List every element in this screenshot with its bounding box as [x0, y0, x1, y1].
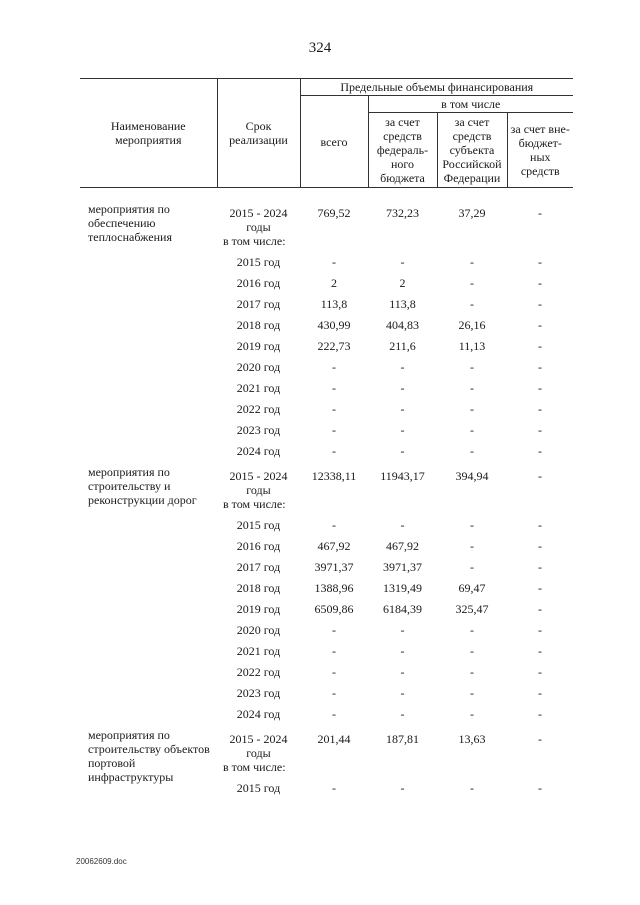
empty-cell	[437, 760, 507, 781]
header-including: в том числе	[368, 96, 573, 113]
value-regional: 394,94	[455, 469, 489, 483]
empty-cell	[368, 234, 437, 255]
value-extrabudget: -	[538, 644, 543, 658]
section-row	[80, 465, 573, 497]
year-label: 2016 год	[236, 276, 281, 290]
value-regional: -	[470, 297, 474, 311]
value-total: -	[332, 665, 336, 679]
measure-name: мероприятия по строительству объектов портовой инфраструктуры	[88, 728, 210, 784]
value-regional: -	[470, 644, 474, 658]
header-total: всего	[300, 96, 368, 188]
value-total: 1388,96	[314, 581, 354, 595]
value-federal: 404,83	[386, 318, 419, 332]
value-federal: 211,6	[389, 339, 416, 353]
year-label: 2019 год	[236, 339, 281, 353]
value-federal: -	[400, 707, 405, 721]
value-federal: 2	[399, 276, 406, 290]
measure-name: мероприятия по строительству и реконструкции дорог	[88, 465, 197, 507]
header-name: Наименование мероприятия	[80, 79, 217, 188]
value-extrabudget: -	[538, 539, 543, 553]
value-extrabudget: -	[538, 686, 543, 700]
value-regional: 37,29	[458, 206, 486, 220]
value-regional: -	[470, 560, 474, 574]
header-regional: за счет средств субъекта Российской Федерации	[437, 113, 507, 188]
value-regional: -	[470, 444, 474, 458]
value-total: 12338,11	[311, 469, 357, 483]
value-total: 769,52	[317, 206, 351, 220]
period: 2015 - 2024 годы	[229, 206, 288, 234]
year-label: 2018 год	[236, 318, 281, 332]
value-extrabudget: -	[538, 560, 543, 574]
value-total: -	[332, 402, 336, 416]
value-extrabudget: -	[538, 602, 543, 616]
header-funding-limits: Предельные объемы финансирования	[300, 79, 573, 96]
year-label: 2020 год	[236, 360, 281, 374]
empty-cell	[507, 497, 573, 518]
year-label: 2024 год	[236, 444, 281, 458]
year-label: 2019 год	[236, 602, 281, 616]
document-file-ref: 20062609.doc	[76, 857, 127, 866]
value-extrabudget: -	[538, 518, 543, 532]
value-total: 201,44	[317, 732, 351, 746]
value-regional: -	[470, 255, 474, 269]
year-label: 2021 год	[236, 381, 281, 395]
year-label: 2020 год	[236, 623, 281, 637]
value-regional: 325,47	[455, 602, 489, 616]
value-regional: -	[470, 518, 474, 532]
value-federal: 1319,49	[383, 581, 422, 595]
value-federal: 3971,37	[383, 560, 422, 574]
value-extrabudget: -	[538, 276, 543, 290]
value-total: 222,73	[317, 339, 351, 353]
header-extrabudget: за счет вне-бюджет-ных средств	[507, 113, 573, 188]
value-extrabudget: -	[538, 381, 543, 395]
value-federal: -	[400, 644, 405, 658]
value-extrabudget: -	[538, 732, 543, 746]
value-federal: -	[400, 402, 405, 416]
empty-cell	[300, 760, 368, 781]
year-label: 2015 год	[236, 255, 281, 269]
value-extrabudget: -	[538, 255, 543, 269]
including-label: в том числе:	[223, 760, 286, 774]
value-regional: -	[470, 381, 474, 395]
header-federal: за счет средств федераль-ного бюджета	[368, 113, 437, 188]
value-extrabudget: -	[538, 707, 543, 721]
value-federal: 6184,39	[383, 602, 422, 616]
empty-cell	[437, 497, 507, 518]
including-label: в том числе:	[223, 234, 286, 248]
value-extrabudget: -	[538, 339, 543, 353]
value-federal: -	[400, 423, 405, 437]
period: 2015 - 2024 годы	[229, 732, 288, 760]
value-regional: -	[470, 539, 474, 553]
value-total: 2	[331, 276, 337, 290]
empty-cell	[437, 234, 507, 255]
value-regional: 26,16	[458, 318, 486, 332]
value-extrabudget: -	[538, 581, 543, 595]
value-federal: -	[400, 623, 405, 637]
value-regional: -	[470, 665, 474, 679]
value-extrabudget: -	[538, 444, 543, 458]
value-federal: 187,81	[386, 732, 419, 746]
value-total: -	[332, 644, 336, 658]
financing-table	[80, 78, 573, 802]
section-row	[80, 728, 573, 760]
value-regional: -	[470, 276, 474, 290]
value-total: -	[332, 255, 336, 269]
year-label: 2016 год	[236, 539, 281, 553]
value-federal: -	[400, 781, 405, 795]
value-total: -	[332, 781, 336, 795]
value-federal: -	[400, 255, 405, 269]
value-extrabudget: -	[538, 781, 543, 795]
value-total: -	[332, 381, 336, 395]
value-federal: 467,92	[386, 539, 419, 553]
value-extrabudget: -	[538, 469, 543, 483]
including-label: в том числе:	[223, 497, 286, 511]
value-extrabudget: -	[538, 623, 543, 637]
value-total: -	[332, 623, 336, 637]
value-regional: -	[470, 402, 474, 416]
empty-cell	[300, 234, 368, 255]
value-total: 467,92	[317, 539, 351, 553]
value-extrabudget: -	[538, 423, 543, 437]
year-label: 2017 год	[236, 560, 281, 574]
table-body	[80, 188, 573, 803]
value-regional: -	[470, 781, 474, 795]
year-label: 2017 год	[236, 297, 281, 311]
value-regional: -	[470, 623, 474, 637]
value-total: -	[332, 518, 336, 532]
value-total: -	[332, 423, 336, 437]
value-regional: 11,13	[458, 339, 486, 353]
value-federal: 11943,17	[380, 469, 425, 483]
table-header	[80, 79, 573, 188]
value-regional: -	[470, 360, 474, 374]
value-total: 113,8	[320, 297, 348, 311]
value-extrabudget: -	[538, 665, 543, 679]
value-extrabudget: -	[538, 402, 543, 416]
value-total: -	[332, 444, 336, 458]
value-total: -	[332, 707, 336, 721]
value-total: 430,99	[317, 318, 351, 332]
year-label: 2018 год	[236, 581, 281, 595]
value-regional: 69,47	[458, 581, 486, 595]
empty-cell	[368, 497, 437, 518]
value-total: 6509,86	[314, 602, 354, 616]
year-label: 2022 год	[236, 665, 281, 679]
value-regional: -	[470, 686, 474, 700]
empty-cell	[300, 497, 368, 518]
value-federal: -	[400, 686, 405, 700]
header-term: Срок реализации	[217, 79, 300, 188]
year-label: 2022 год	[236, 402, 281, 416]
year-label: 2015 год	[236, 518, 281, 532]
empty-cell	[507, 234, 573, 255]
value-federal: -	[400, 360, 405, 374]
value-federal: -	[400, 381, 405, 395]
year-label: 2023 год	[236, 423, 281, 437]
empty-cell	[507, 760, 573, 781]
value-extrabudget: -	[538, 360, 543, 374]
value-federal: -	[400, 665, 405, 679]
value-federal: 732,23	[386, 206, 419, 220]
value-extrabudget: -	[538, 297, 543, 311]
page-number: 324	[308, 40, 332, 56]
value-extrabudget: -	[538, 318, 543, 332]
year-label: 2024 год	[236, 707, 281, 721]
year-label: 2021 год	[236, 644, 281, 658]
measure-name: мероприятия по обеспечению теплоснабжения	[88, 202, 172, 244]
year-label: 2015 год	[236, 781, 281, 795]
value-federal: -	[400, 518, 405, 532]
value-regional: 13,63	[458, 732, 486, 746]
empty-cell	[368, 760, 437, 781]
value-total: 3971,37	[314, 560, 354, 574]
value-total: -	[332, 686, 336, 700]
section-row	[80, 202, 573, 234]
value-total: -	[332, 360, 336, 374]
period: 2015 - 2024 годы	[229, 469, 288, 497]
value-extrabudget: -	[538, 206, 543, 220]
value-federal: -	[400, 444, 405, 458]
year-label: 2023 год	[236, 686, 281, 700]
value-federal: 113,8	[389, 297, 416, 311]
value-regional: -	[470, 707, 474, 721]
value-regional: -	[470, 423, 474, 437]
